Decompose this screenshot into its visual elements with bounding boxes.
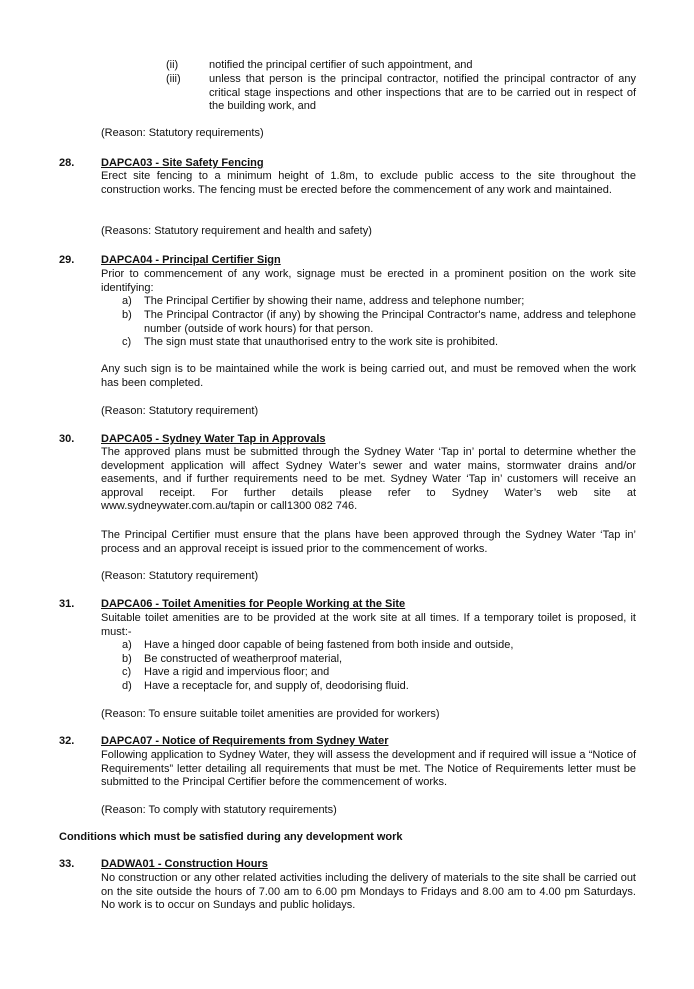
list-text: Be constructed of weatherproof material, <box>144 653 343 665</box>
list-item <box>122 336 636 350</box>
reason-text: (Reason: Statutory requirement) <box>101 570 259 582</box>
condition-body: Suitable toilet amenities are to be provided at the work site at all times. If a temporary toilet is proposed, it must:- <box>101 612 636 638</box>
condition-heading: DADWA01 - Construction Hours <box>101 858 268 870</box>
list-marker: b) <box>122 653 132 665</box>
list-item <box>122 680 636 694</box>
condition-number: 29. <box>59 254 75 266</box>
list-text: notified the principal certifier of such appointment, and <box>209 59 473 71</box>
reason-text: (Reason: To ensure suitable toilet amenities are provided for workers) <box>101 708 440 720</box>
condition-heading: DAPCA07 - Notice of Requirements from Sydney Water <box>101 735 389 747</box>
list-item <box>122 666 636 680</box>
condition-heading: DAPCA03 - Site Safety Fencing <box>101 157 264 169</box>
condition-body: No construction or any other related activities including the delivery of materials to the site shall be carried out on the site outside the hours of 7.00 am to 6.00 pm Mondays to Fridays and 8.00 am to 4.00 pm Saturdays. No work is to occur on Sundays and public holidays. <box>101 872 636 912</box>
condition-number: 32. <box>59 735 75 747</box>
list-marker: a) <box>122 295 132 307</box>
condition-heading: DAPCA06 - Toilet Amenities for People Working at the Site <box>101 598 406 610</box>
list-marker: d) <box>122 680 132 692</box>
list-marker: c) <box>122 336 132 348</box>
condition-body: Following application to Sydney Water, they will assess the development and if required will issue a “Notice of Requirements” letter detailing all requirements that must be met. The Notice of Requirements letter must be submitted to the Principal Certifier before the commencement of works. <box>101 749 636 789</box>
list-marker: (iii) <box>166 73 181 85</box>
list-marker: a) <box>122 639 132 651</box>
condition-number: 30. <box>59 433 75 445</box>
condition-body: Erect site fencing to a minimum height of 1.8m, to exclude public access to the site throughout the construction works. The fencing must be erected before the commencement of any work and maintained. <box>101 170 636 196</box>
reason-text: (Reason: To comply with statutory requirements) <box>101 804 337 816</box>
condition-body: Prior to commencement of any work, signage must be erected in a prominent position on the work site identifying: <box>101 268 636 294</box>
condition-heading: DAPCA04 - Principal Certifier Sign <box>101 254 281 266</box>
list-item <box>122 295 636 309</box>
list-text: The Principal Certifier by showing their name, address and telephone number; <box>144 295 525 307</box>
condition-number: 28. <box>59 157 75 169</box>
list-text: Have a rigid and impervious floor; and <box>144 666 330 678</box>
condition-body: The approved plans must be submitted through the Sydney Water ‘Tap in’ portal to determine whether the development application will affect Sydney Water’s sewer and water mains, stormwater drains and/or easements, and if further requirements need to be met. Sydney Water ‘Tap in’ customers will receive an approval receipt. For further details please refer to Sydney Water’s web site at www.sydneywater.com.au/tapin or call1300 082 746. <box>101 446 636 513</box>
reason-text: (Reason: Statutory requirement) <box>101 405 259 417</box>
condition-body: The Principal Certifier must ensure that the plans have been approved through the Sydney Water ‘Tap in’ process and an approval receipt is issued prior to the commencement of works. <box>101 529 636 555</box>
reason-text: (Reasons: Statutory requirement and health and safety) <box>101 225 372 237</box>
list-text: Have a receptacle for, and supply of, deodorising fluid. <box>144 680 409 692</box>
section-heading: Conditions which must be satisfied during any development work <box>59 831 403 843</box>
list-item <box>166 59 636 73</box>
list-text: The Principal Contractor (if any) by showing the Principal Contractor's name, address and telephone number (outside of work hours) for that person. <box>144 309 636 335</box>
condition-number: 33. <box>59 858 75 870</box>
list-item <box>166 73 636 114</box>
list-marker: c) <box>122 666 132 678</box>
list-text: The sign must state that unauthorised entry to the work site is prohibited. <box>144 336 499 348</box>
condition-number: 31. <box>59 598 75 610</box>
condition-body: Any such sign is to be maintained while the work is being carried out, and must be removed when the work has been completed. <box>101 363 636 389</box>
list-marker: b) <box>122 309 132 321</box>
list-item <box>122 653 636 667</box>
list-text: Have a hinged door capable of being fastened from both inside and outside, <box>144 639 514 651</box>
reason-text: (Reason: Statutory requirements) <box>101 127 264 139</box>
list-item <box>122 309 636 336</box>
list-item <box>122 639 636 653</box>
condition-heading: DAPCA05 - Sydney Water Tap in Approvals <box>101 433 326 445</box>
list-marker: (ii) <box>166 59 179 71</box>
list-text: unless that person is the principal contractor, notified the principal contractor of any critical stage inspections and other inspections that are to be carried out in respect of the building work, and <box>209 73 636 113</box>
